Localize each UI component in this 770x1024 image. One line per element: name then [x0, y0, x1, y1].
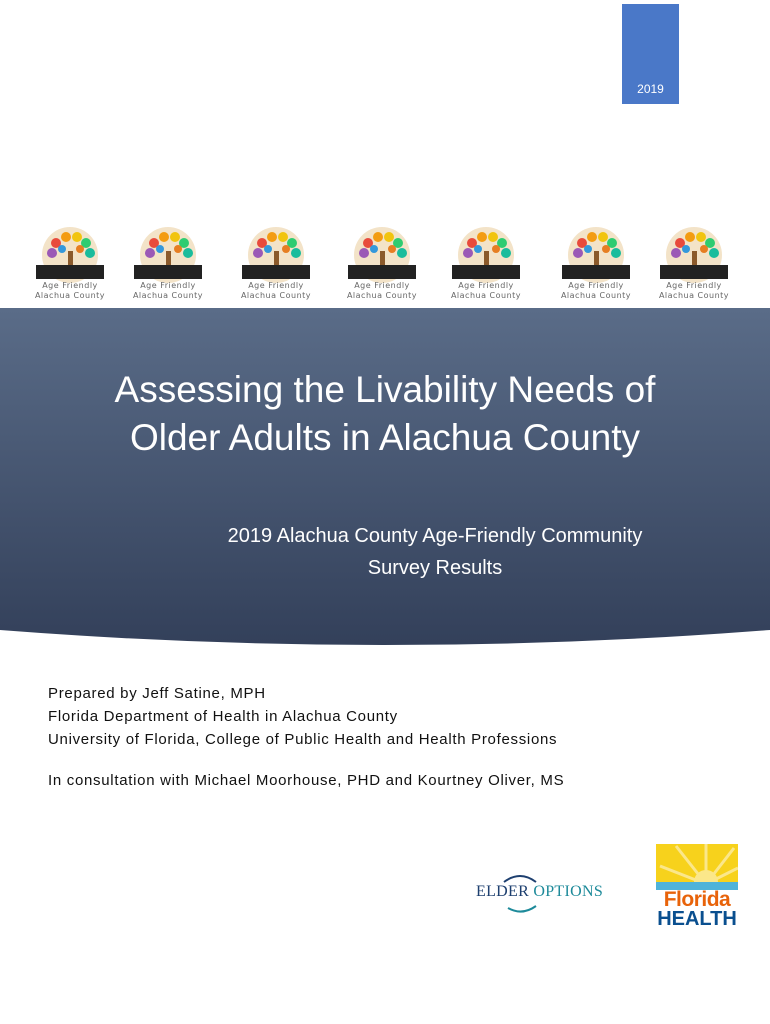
org-line-1: Florida Department of Health in Alachua County — [48, 708, 398, 725]
document-title: Assessing the Livability Needs of Older Adults in Alachua County — [114, 369, 656, 458]
credits-block — [48, 682, 557, 751]
org-line-2: University of Florida, College of Public Health and Health Professions — [48, 731, 558, 748]
age-friendly-logo-row — [0, 225, 770, 305]
year-label: 2019 — [637, 82, 664, 96]
age-friendly-logo: Age Friendly Alachua County — [438, 225, 534, 305]
prepared-by: Prepared by Jeff Satine, MPH — [48, 685, 266, 702]
document-subtitle: 2019 Alachua County Age-Friendly Community Survey Results — [227, 525, 643, 579]
age-friendly-logo: Age Friendly Alachua County — [548, 225, 644, 305]
florida-health-logo — [656, 844, 738, 932]
year-tab — [622, 4, 679, 104]
consultation-line: In consultation with Michael Moorhouse, PHD and Kourtney Oliver, MS — [48, 772, 565, 789]
elder-options-logo: ELDER OPTIONS — [476, 868, 626, 918]
age-friendly-logo: Age Friendly Alachua County — [646, 225, 742, 305]
age-friendly-logo: Age Friendly Alachua County — [120, 225, 216, 305]
florida-wordmark: Florida — [663, 888, 731, 911]
age-friendly-logo: Age Friendly Alachua County — [22, 225, 118, 305]
title-banner — [0, 308, 770, 650]
health-wordmark: HEALTH — [657, 908, 737, 930]
age-friendly-logo: Age Friendly Alachua County — [228, 225, 324, 305]
banner-background — [0, 308, 770, 650]
age-friendly-logo: Age Friendly Alachua County — [334, 225, 430, 305]
